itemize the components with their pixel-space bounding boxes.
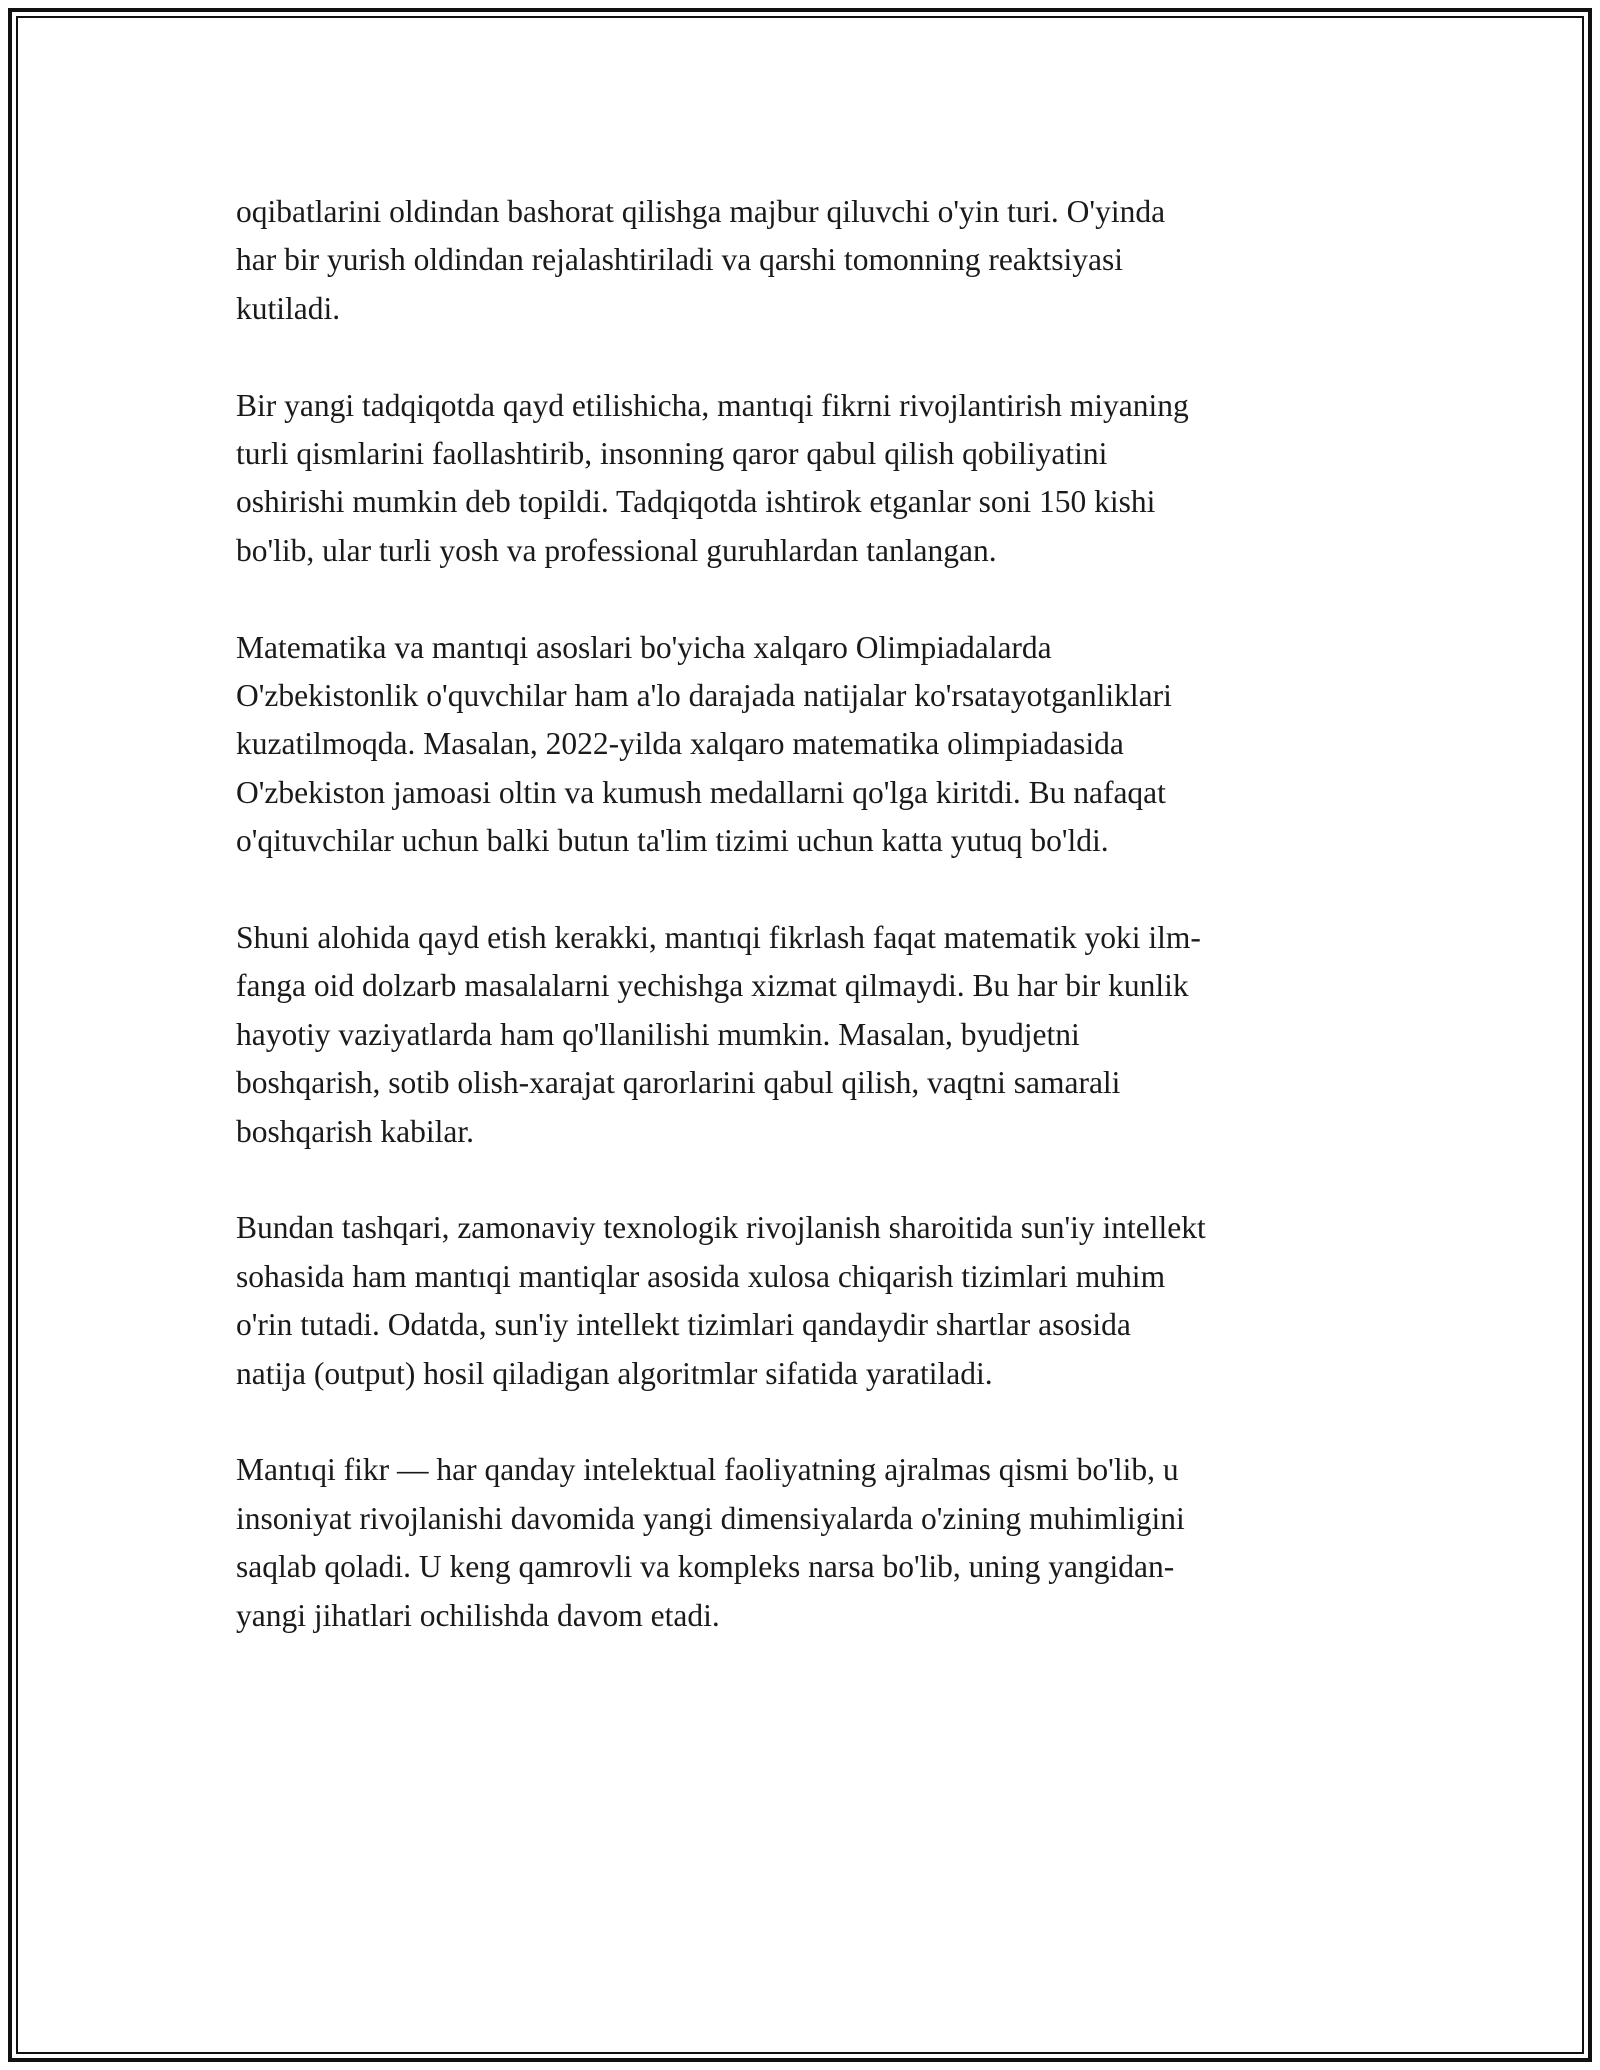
text-line: har bir yurish oldindan rejalashtiriladi va qarshi tomonning reaktsiyasi	[236, 242, 1124, 278]
text-line: o'qituvchilar uchun balki butun ta'lim tizimi uchun katta yutuq bo'ldi.	[236, 823, 1109, 859]
paragraph-4	[236, 914, 1386, 1156]
text-line: turli qismlarini faollashtirib, insonning qaror qabul qilish qobiliyatini	[236, 436, 1108, 472]
text-line: O'zbekistonlik o'quvchilar ham a'lo darajada natijalar ko'rsatayotganliklari	[236, 678, 1172, 714]
paragraph-3	[236, 624, 1386, 866]
text-line: Bundan tashqari, zamonaviy texnologik rivojlanish sharoitida sun'iy intellekt	[236, 1210, 1206, 1246]
text-line: boshqarish kabilar.	[236, 1113, 474, 1149]
text-line: Matematika va mantıqi asoslari bo'yicha xalqaro Olimpiadalarda	[236, 629, 1052, 665]
text-line: fanga oid dolzarb masalalarni yechishga xizmat qilmaydi. Bu har bir kunlik	[236, 968, 1189, 1004]
text-line: kuzatilmoqda. Masalan, 2022-yilda xalqaro matematika olimpiadasida	[236, 726, 1124, 762]
text-line: sohasida ham mantıqi mantiqlar asosida xulosa chiqarish tizimlari muhim	[236, 1258, 1166, 1294]
paragraph-2	[236, 382, 1386, 576]
text-line: bo'lib, ular turli yosh va professional guruhlardan tanlangan.	[236, 532, 997, 568]
paragraph-5	[236, 1204, 1386, 1398]
text-line: Shuni alohida qayd etish kerakki, mantıqi fikrlash faqat matematik yoki ilm-	[236, 920, 1201, 956]
text-line: kutiladi.	[236, 290, 341, 326]
text-line: o'rin tutadi. Odatda, sun'iy intellekt tizimlari qandaydir shartlar asosida	[236, 1307, 1131, 1343]
text-line: saqlab qoladi. U keng qamrovli va kompleks narsa bo'lib, uning yangidan-	[236, 1549, 1175, 1585]
text-line: oqibatlarini oldindan bashorat qilishga majbur qiluvchi o'yin turi. O'yinda	[236, 194, 1166, 229]
text-line: oshirishi mumkin deb topildi. Tadqiqotda ishtirok etganlar soni 150 kishi	[236, 484, 1156, 520]
document-body	[236, 188, 1386, 1689]
text-line: Mantıqi fikr — har qanday intelektual faoliyatning ajralmas qismi bo'lib, u	[236, 1452, 1179, 1488]
paragraph-6	[236, 1446, 1386, 1640]
paragraph-1	[236, 188, 1386, 333]
text-line: yangi jihatlari ochilishda davom etadi.	[236, 1597, 720, 1633]
text-line: boshqarish, sotib olish-xarajat qarorlarini qabul qilish, vaqtni samarali	[236, 1065, 1121, 1101]
text-line: hayotiy vaziyatlarda ham qo'llanilishi mumkin. Masalan, byudjetni	[236, 1016, 1080, 1052]
text-line: insoniyat rivojlanishi davomida yangi dimensiyalarda o'zining muhimligini	[236, 1500, 1185, 1536]
text-line: O'zbekiston jamoasi oltin va kumush medallarni qo'lga kiritdi. Bu nafaqat	[236, 774, 1166, 810]
text-line: Bir yangi tadqiqotda qayd etilishicha, mantıqi fikrni rivojlantirish miyaning	[236, 387, 1189, 423]
text-line: natija (output) hosil qiladigan algoritmlar sifatida yaratiladi.	[236, 1355, 993, 1391]
